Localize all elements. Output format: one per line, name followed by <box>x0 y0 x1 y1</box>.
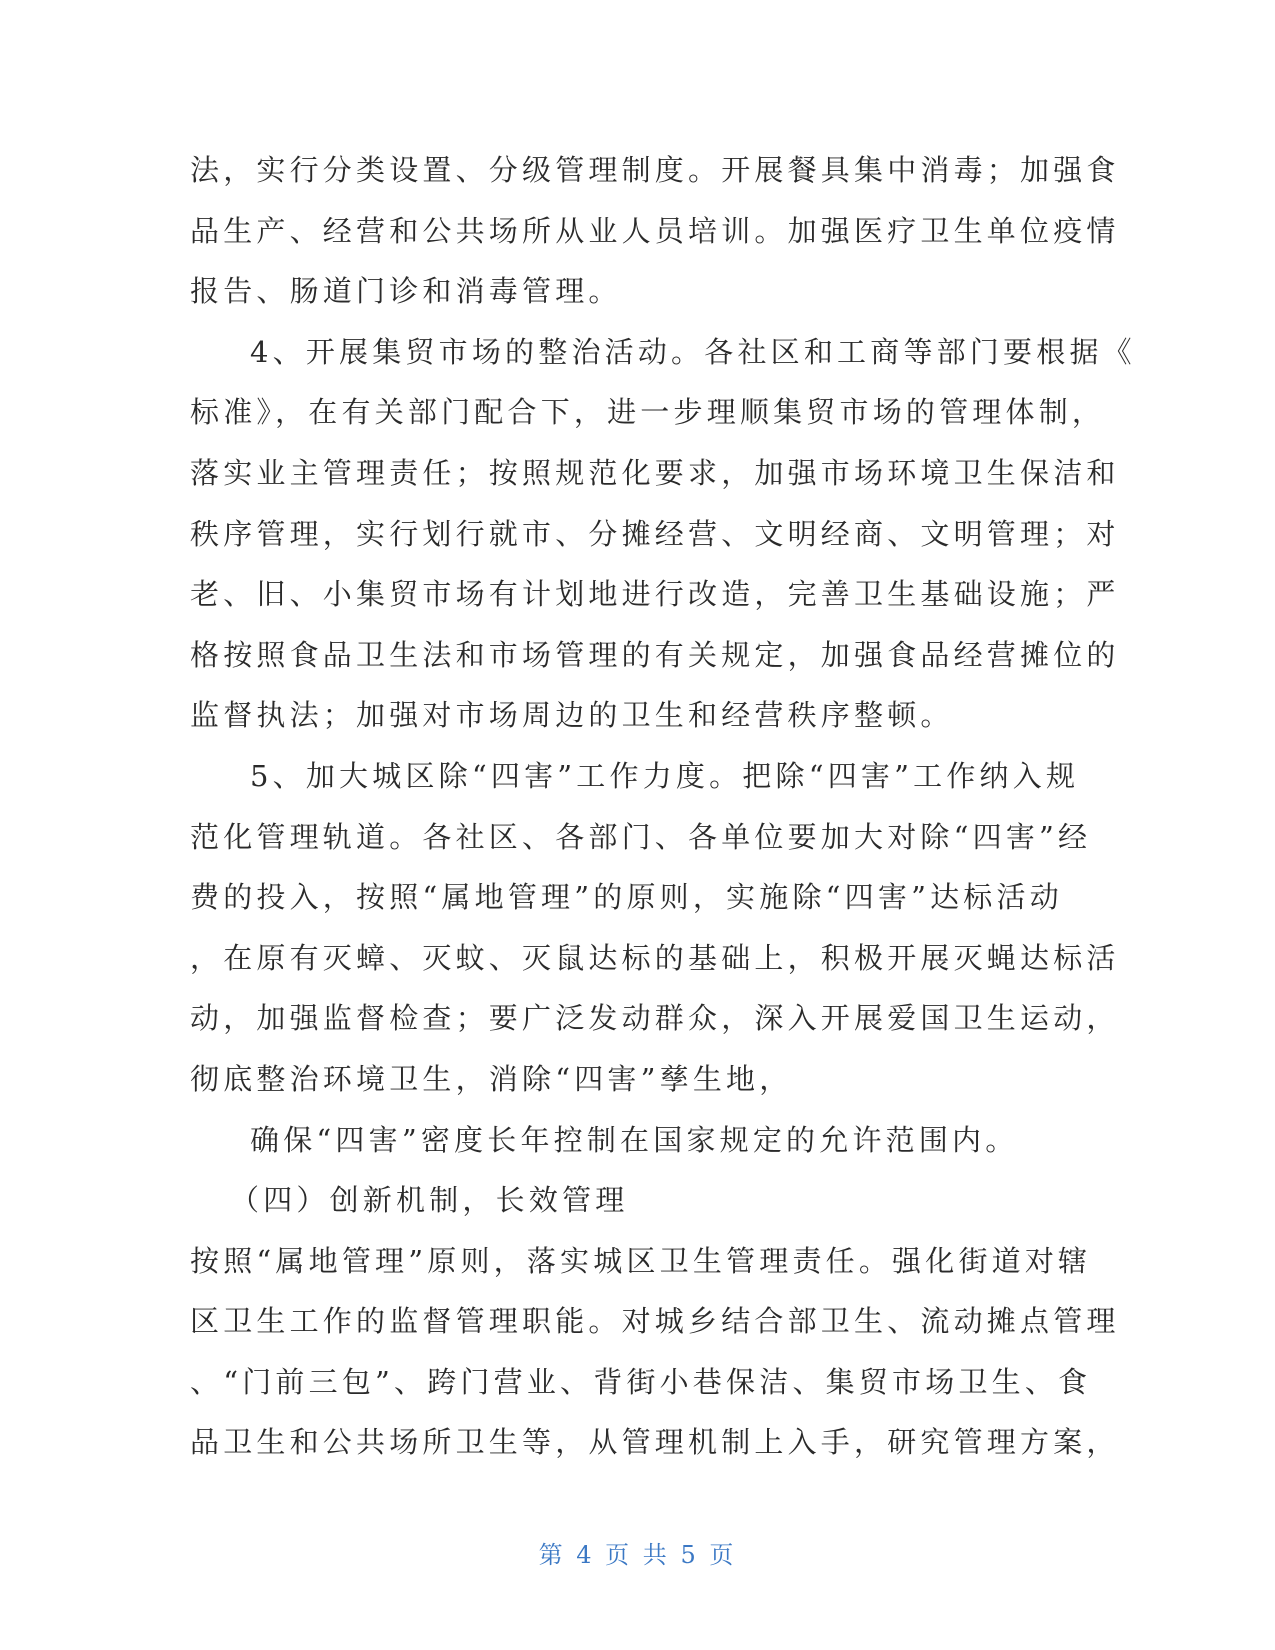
text-line: 品卫生和公共场所卫生等，从管理机制上入手，研究管理方案， <box>190 1425 1120 1460</box>
text-line: 报告、肠道门诊和消毒管理。 <box>190 274 622 309</box>
text-line: 品生产、经营和公共场所从业人员培训。加强医疗卫生单位疫情 <box>190 213 1120 248</box>
text-line: 法，实行分类设置、分级管理制度。开展餐具集中消毒；加强食 <box>190 153 1120 187</box>
text-line: ，在原有灭蟑、灭蚊、灭鼠达标的基础上，积极开展灭蝇达标活 <box>190 940 1120 975</box>
text-line: 按照“属地管理”原则，落实城区卫生管理责任。强化街道对辖 <box>190 1243 1092 1278</box>
page-number-footer: 第 4 页 共 5 页 <box>538 1541 737 1569</box>
document-body <box>190 140 1136 1473</box>
text-line: 格按照食品卫生法和市场管理的有关规定，加强食品经营摊位的 <box>190 637 1120 672</box>
text-line: 确保“四害”密度长年控制在国家规定的允许范围内。 <box>250 1122 1019 1157</box>
text-line: 区卫生工作的监督管理职能。对城乡结合部卫生、流动摊点管理 <box>190 1304 1120 1339</box>
text-line: 、“门前三包”、跨门营业、背街小巷保洁、集贸市场卫生、食 <box>190 1364 1092 1399</box>
text-line: 老、旧、小集贸市场有计划地进行改造，完善卫生基础设施；严 <box>190 577 1120 612</box>
text-line: （四）创新机制，长效管理 <box>230 1183 629 1218</box>
text-line: 秩序管理，实行划行就市、分摊经营、文明经商、文明管理；对 <box>190 516 1120 551</box>
text-line: 标准》，在有关部门配合下，进一步理顺集贸市场的管理体制， <box>190 395 1106 430</box>
text-line: 动，加强监督检查；要广泛发动群众，深入开展爱国卫生运动， <box>190 1001 1120 1036</box>
text-line: 监督执法；加强对市场周边的卫生和经营秩序整顿。 <box>190 698 954 733</box>
text-line: 落实业主管理责任；按照规范化要求，加强市场环境卫生保洁和 <box>190 455 1120 490</box>
text-line: 4、开展集贸市场的整治活动。各社区和工商等部门要根据《 <box>250 334 1136 369</box>
text-line: 费的投入，按照“属地管理”的原则，实施除“四害”达标活动 <box>190 880 1063 915</box>
text-line: 范化管理轨道。各社区、各部门、各单位要加大对除“四害”经 <box>190 819 1092 854</box>
text-line: 5、加大城区除“四害”工作力度。把除“四害”工作纳入规 <box>250 758 1080 793</box>
text-line: 彻底整治环境卫生，消除“四害”孳生地， <box>190 1061 793 1096</box>
